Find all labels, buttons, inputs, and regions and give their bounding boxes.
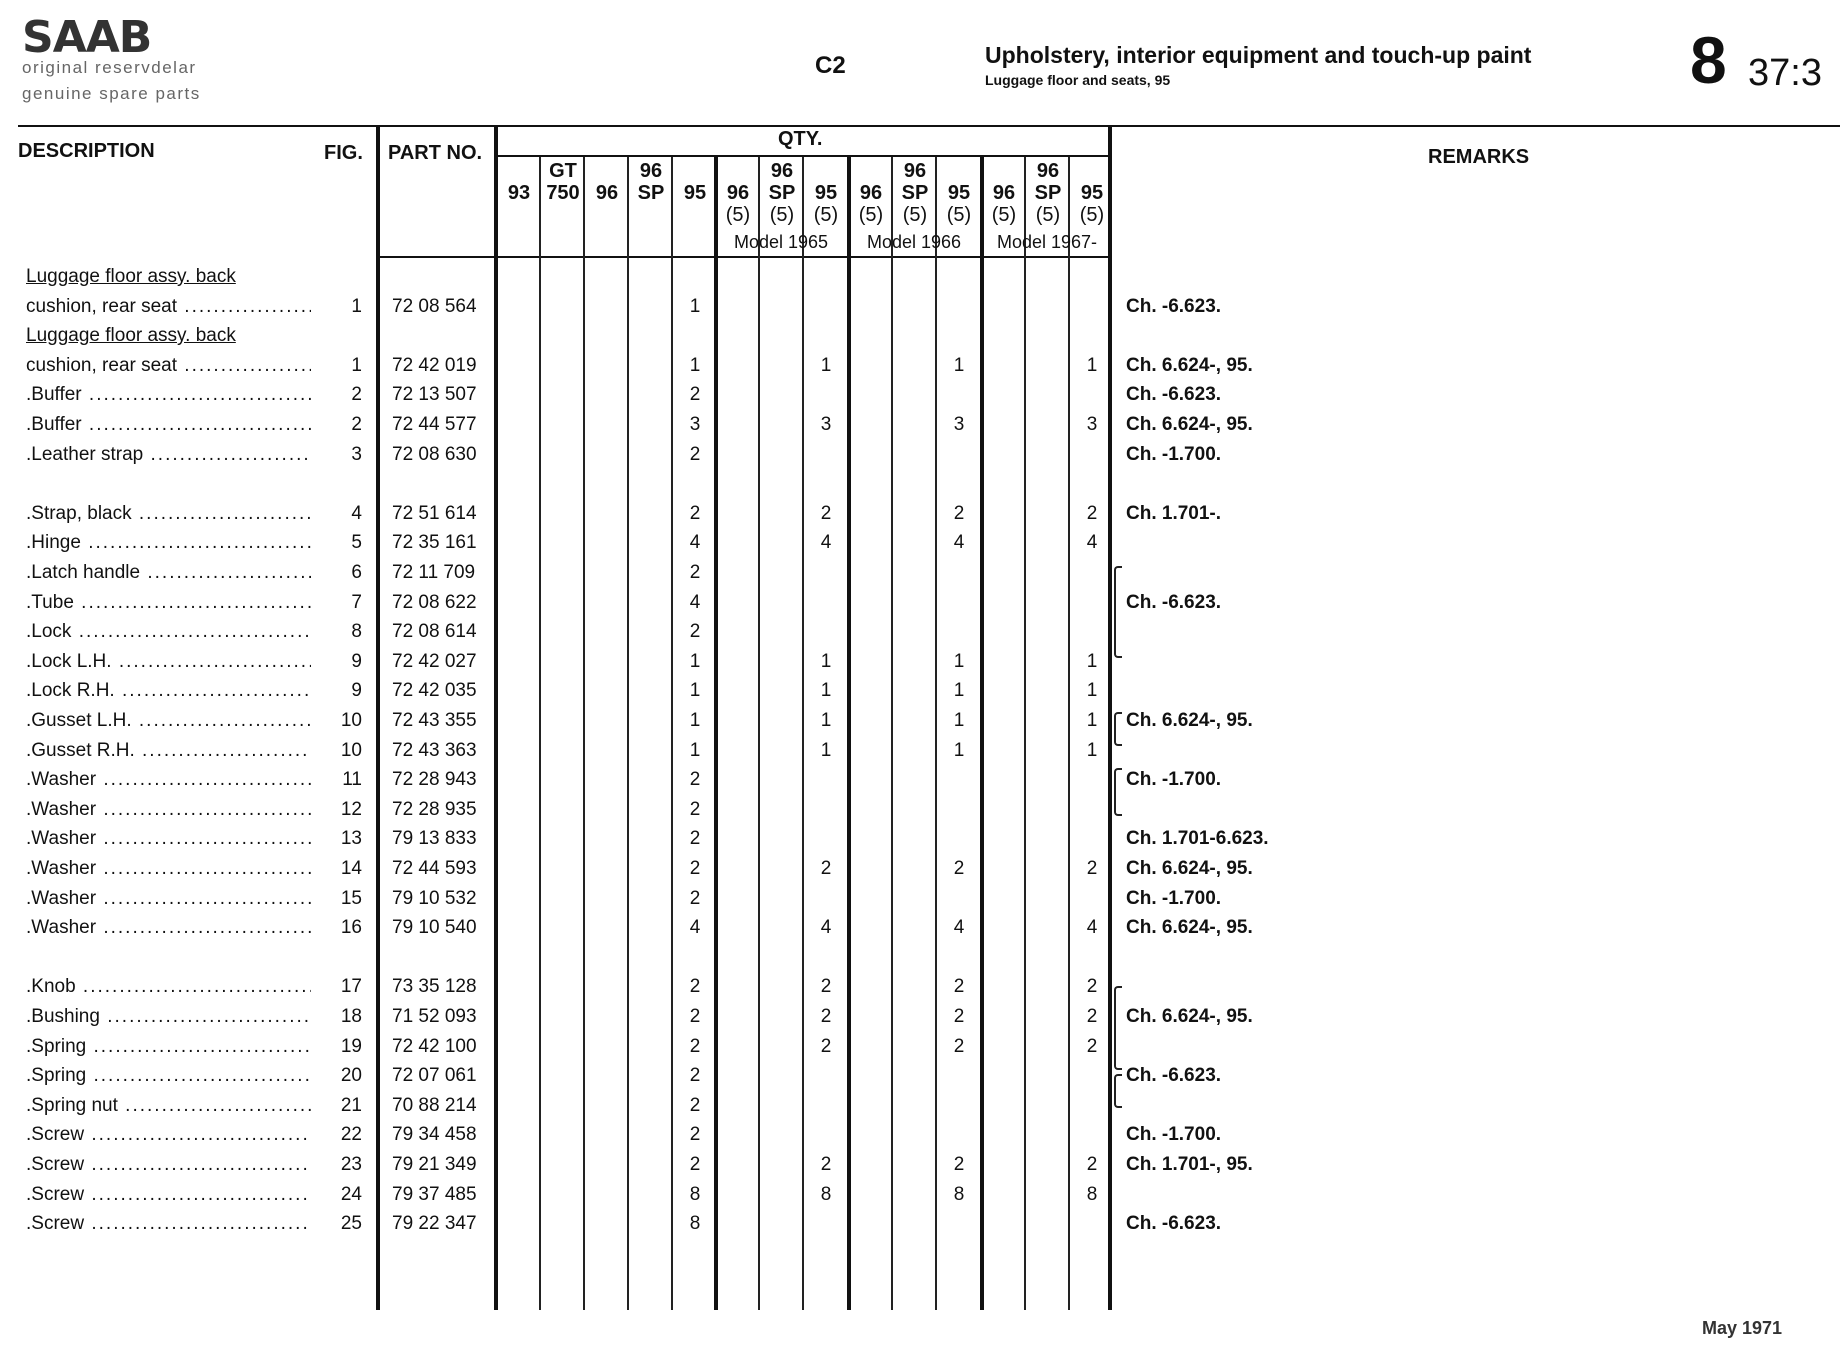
row-part-no: 79 22 347 <box>392 1213 477 1235</box>
qty-column-header: 96 (5) <box>991 182 1017 226</box>
row-qty: 2 <box>689 798 701 820</box>
qty-column-header: 96 (5) <box>858 182 884 226</box>
table-row <box>0 1184 1840 1213</box>
row-qty: 4 <box>689 532 701 554</box>
row-qty: 2 <box>689 769 701 791</box>
table-row <box>0 976 1840 1005</box>
row-description: .Lock ..... <box>26 621 311 643</box>
row-description: Luggage floor assy. back <box>26 325 236 347</box>
remark-brace <box>1114 1074 1122 1108</box>
row-fig: 18 <box>340 1006 362 1027</box>
row-part-no: 72 42 100 <box>392 1035 477 1057</box>
row-description: .Spring nut ..... <box>26 1095 311 1117</box>
row-description: .Spring ..... <box>26 1065 311 1087</box>
row-part-no: 79 37 485 <box>392 1183 477 1205</box>
qty-column-header: 95 (5) <box>946 182 972 226</box>
qty-column-header: 96 <box>595 182 619 204</box>
page-title: Upholstery, interior equipment and touch-up paint <box>985 42 1532 68</box>
row-description: .Strap, black ..... <box>26 503 311 525</box>
row-fig: 6 <box>351 562 362 583</box>
row-remark: Ch. 6.624-, 95. <box>1126 1006 1253 1027</box>
row-fig: 17 <box>340 976 362 998</box>
table-row <box>0 651 1840 680</box>
row-part-no: 72 42 027 <box>392 650 477 672</box>
remark-brace <box>1114 768 1122 816</box>
logo-subtitle-2: genuine spare parts <box>22 84 201 103</box>
row-fig: 1 <box>351 295 362 317</box>
row-qty: 2 <box>820 858 832 879</box>
table-row <box>0 296 1840 325</box>
row-fig: 4 <box>351 502 362 524</box>
row-qty: 2 <box>953 1006 965 1027</box>
table-row <box>0 740 1840 769</box>
table-row <box>0 1065 1840 1094</box>
row-part-no: 79 21 349 <box>392 1154 477 1175</box>
row-qty: 1 <box>953 650 965 672</box>
row-qty: 1 <box>820 739 832 761</box>
row-description: .Buffer ..... <box>26 414 311 436</box>
row-description: .Lock R.H. ..... <box>26 680 311 702</box>
row-part-no: 79 10 540 <box>392 917 477 939</box>
row-qty: 2 <box>1086 858 1098 879</box>
row-qty: 1 <box>820 650 832 672</box>
row-qty: 1 <box>1086 739 1098 761</box>
table-row <box>0 710 1840 739</box>
row-qty: 2 <box>689 1035 701 1057</box>
qty-column-header: 96 SP (5) <box>901 160 929 226</box>
row-qty: 1 <box>689 710 701 731</box>
row-qty: 2 <box>820 1154 832 1175</box>
row-fig: 2 <box>351 414 362 435</box>
row-qty: 2 <box>953 858 965 879</box>
row-qty: 3 <box>1086 414 1098 435</box>
row-description: .Washer ..... <box>26 888 311 910</box>
row-qty: 4 <box>689 917 701 939</box>
page-number-main: 8 <box>1690 23 1727 97</box>
row-fig: 22 <box>340 1124 362 1146</box>
row-remark: Ch. -1.700. <box>1126 1124 1222 1146</box>
row-part-no: 72 51 614 <box>392 502 477 524</box>
row-fig: 13 <box>340 828 362 850</box>
row-description: .Washer ..... <box>26 858 311 880</box>
table-row <box>0 858 1840 887</box>
table-row <box>0 414 1840 443</box>
row-qty: 2 <box>820 502 832 524</box>
qty-column-header: 95 (5) <box>813 182 839 226</box>
table-row <box>0 266 1840 295</box>
row-part-no: 72 08 630 <box>392 443 477 465</box>
row-fig: 1 <box>351 354 362 376</box>
row-description: .Gusset R.H. ..... <box>26 740 311 762</box>
page-subtitle: Luggage floor and seats, 95 <box>985 72 1171 88</box>
row-qty: 8 <box>820 1183 832 1205</box>
table-row <box>0 1154 1840 1183</box>
row-qty: 1 <box>689 680 701 702</box>
row-description: .Screw ..... <box>26 1154 311 1176</box>
row-part-no: 72 44 593 <box>392 858 477 879</box>
table-row <box>0 384 1840 413</box>
table-row <box>0 562 1840 591</box>
row-qty: 4 <box>953 917 965 939</box>
row-qty: 2 <box>1086 1154 1098 1175</box>
row-qty: 2 <box>689 1094 701 1116</box>
row-fig: 10 <box>340 710 362 731</box>
qty-column-header: 96 (5) <box>725 182 751 226</box>
row-description: .Washer ..... <box>26 799 311 821</box>
section-code: C2 <box>815 52 846 79</box>
row-fig: 3 <box>351 443 362 465</box>
row-description: .Lock L.H. ..... <box>26 651 311 673</box>
table-row <box>0 1124 1840 1153</box>
qty-column-header: 96 SP (5) <box>768 160 796 226</box>
row-qty: 8 <box>689 1183 701 1205</box>
row-remark: Ch. -6.623. <box>1126 295 1222 317</box>
row-fig: 2 <box>351 384 362 406</box>
row-description: .Screw ..... <box>26 1213 311 1235</box>
row-fig: 20 <box>340 1065 362 1087</box>
row-fig: 11 <box>342 769 362 791</box>
row-remark: Ch. -1.700. <box>1126 443 1222 465</box>
table-row <box>0 828 1840 857</box>
table-row <box>0 1036 1840 1065</box>
row-remark: Ch. -1.700. <box>1126 887 1222 909</box>
row-remark: Ch. -6.623. <box>1126 591 1222 613</box>
row-fig: 25 <box>340 1213 362 1235</box>
table-row <box>0 532 1840 561</box>
row-description: .Gusset L.H. ..... <box>26 710 311 732</box>
row-part-no: 79 34 458 <box>392 1124 477 1146</box>
row-remark: Ch. -6.623. <box>1126 384 1222 406</box>
row-description: .Hinge ..... <box>26 532 311 554</box>
row-qty: 2 <box>953 502 965 524</box>
row-qty: 2 <box>689 502 701 524</box>
col-fig: FIG. <box>324 142 363 164</box>
row-remark: Ch. 6.624-, 95. <box>1126 710 1253 731</box>
row-qty: 2 <box>689 828 701 850</box>
table-row <box>0 592 1840 621</box>
row-qty: 2 <box>1086 976 1098 998</box>
row-part-no: 79 10 532 <box>392 887 477 909</box>
row-qty: 2 <box>1086 502 1098 524</box>
row-part-no: 72 43 363 <box>392 739 477 761</box>
qty-column-header: 96 SP <box>637 160 665 204</box>
logo-subtitle-1: original reservdelar <box>22 58 197 77</box>
row-qty: 2 <box>820 1035 832 1057</box>
row-description: .Washer ..... <box>26 917 311 939</box>
row-fig: 16 <box>340 917 362 939</box>
model-1966: Model 1966 <box>866 232 962 252</box>
row-qty: 3 <box>953 414 965 435</box>
row-remark: Ch. -6.623. <box>1126 1065 1222 1087</box>
row-description: .Latch handle ..... <box>26 562 311 584</box>
table-row <box>0 444 1840 473</box>
model-1965: Model 1965 <box>733 232 829 252</box>
row-qty: 1 <box>689 650 701 672</box>
row-qty: 2 <box>689 858 701 879</box>
row-qty: 1 <box>689 295 701 317</box>
row-qty: 8 <box>689 1213 701 1235</box>
table-row <box>0 1213 1840 1242</box>
row-qty: 2 <box>689 976 701 998</box>
row-fig: 12 <box>340 798 362 820</box>
row-description: .Knob ..... <box>26 976 311 998</box>
table-row <box>0 680 1840 709</box>
row-part-no: 72 08 564 <box>392 295 477 317</box>
row-remark: Ch. 1.701-6.623. <box>1126 828 1269 850</box>
row-qty: 1 <box>820 710 832 731</box>
table-row <box>0 799 1840 828</box>
qty-column-header: GT 750 <box>546 160 580 204</box>
row-qty: 3 <box>820 414 832 435</box>
col-part-no: PART NO. <box>388 142 483 164</box>
row-part-no: 72 42 035 <box>392 680 477 702</box>
row-qty: 2 <box>689 621 701 643</box>
qty-column-header: 95 <box>683 182 707 204</box>
row-qty: 2 <box>1086 1035 1098 1057</box>
row-qty: 1 <box>1086 710 1098 731</box>
table-row <box>0 325 1840 354</box>
row-qty: 2 <box>820 976 832 998</box>
row-qty: 1 <box>953 710 965 731</box>
row-part-no: 72 08 614 <box>392 621 477 643</box>
table-row <box>0 888 1840 917</box>
row-remark: Ch. 6.624-, 95. <box>1126 354 1253 376</box>
row-description: .Bushing ..... <box>26 1006 311 1028</box>
row-part-no: 71 52 093 <box>392 1006 477 1027</box>
row-qty: 4 <box>953 532 965 554</box>
row-fig: 15 <box>340 887 362 909</box>
row-qty: 1 <box>689 739 701 761</box>
top-rule <box>18 125 1840 127</box>
row-description: cushion, rear seat ..... <box>26 296 311 318</box>
row-part-no: 79 13 833 <box>392 828 477 850</box>
row-fig: 9 <box>351 680 362 702</box>
row-qty: 1 <box>1086 680 1098 702</box>
saab-logo: SAAB <box>22 12 152 63</box>
row-part-no: 72 28 935 <box>392 798 477 820</box>
row-qty: 4 <box>820 532 832 554</box>
row-remark: Ch. -6.623. <box>1126 1213 1222 1235</box>
row-qty: 2 <box>953 976 965 998</box>
row-part-no: 70 88 214 <box>392 1094 477 1116</box>
row-description: .Tube ..... <box>26 592 311 614</box>
row-remark: Ch. -1.700. <box>1126 769 1222 791</box>
footer-date: May 1971 <box>1702 1318 1783 1338</box>
row-part-no: 72 44 577 <box>392 414 477 435</box>
row-qty: 8 <box>953 1183 965 1205</box>
row-remark: Ch. 6.624-, 95. <box>1126 858 1253 879</box>
row-description: .Washer ..... <box>26 828 311 850</box>
row-qty: 1 <box>1086 354 1098 376</box>
row-qty: 1 <box>689 354 701 376</box>
col-remarks: REMARKS <box>1428 146 1530 168</box>
row-description: .Buffer ..... <box>26 384 311 406</box>
row-qty: 2 <box>689 562 701 583</box>
row-fig: 7 <box>351 591 362 613</box>
row-fig: 21 <box>340 1094 362 1116</box>
remark-brace <box>1114 712 1122 746</box>
row-qty: 2 <box>689 1154 701 1175</box>
row-qty: 4 <box>1086 917 1098 939</box>
row-part-no: 72 35 161 <box>392 532 477 554</box>
row-remark: Ch. 6.624-, 95. <box>1126 414 1253 435</box>
row-part-no: 72 08 622 <box>392 591 477 613</box>
col-description: DESCRIPTION <box>18 140 155 162</box>
row-fig: 9 <box>351 650 362 672</box>
row-qty: 1 <box>953 680 965 702</box>
row-qty: 2 <box>689 1124 701 1146</box>
row-qty: 2 <box>689 443 701 465</box>
row-part-no: 72 42 019 <box>392 354 477 376</box>
row-description: cushion, rear seat ..... <box>26 355 311 377</box>
row-fig: 8 <box>351 621 362 643</box>
row-qty: 4 <box>820 917 832 939</box>
qty-column-header: 95 (5) <box>1079 182 1105 226</box>
col-qty: QTY. <box>778 128 823 150</box>
row-fig: 5 <box>351 532 362 554</box>
table-row <box>0 621 1840 650</box>
row-qty: 1 <box>953 354 965 376</box>
table-row <box>0 503 1840 532</box>
row-description: .Spring ..... <box>26 1036 311 1058</box>
row-fig: 24 <box>340 1183 362 1205</box>
row-remark: Ch. 6.624-, 95. <box>1126 917 1253 939</box>
model-1967: Model 1967- <box>996 232 1098 252</box>
row-qty: 4 <box>1086 532 1098 554</box>
table-row <box>0 917 1840 946</box>
row-part-no: 72 28 943 <box>392 769 477 791</box>
row-qty: 1 <box>820 680 832 702</box>
row-fig: 14 <box>340 858 362 879</box>
row-qty: 2 <box>1086 1006 1098 1027</box>
row-qty: 8 <box>1086 1183 1098 1205</box>
row-qty: 1 <box>820 354 832 376</box>
row-qty: 2 <box>820 1006 832 1027</box>
row-description: .Washer ..... <box>26 769 311 791</box>
row-remark: Ch. 1.701-, 95. <box>1126 1154 1253 1175</box>
row-fig: 10 <box>340 739 362 761</box>
qty-column-header: 96 SP (5) <box>1034 160 1062 226</box>
row-qty: 2 <box>953 1035 965 1057</box>
row-qty: 1 <box>1086 650 1098 672</box>
row-description: .Leather strap ..... <box>26 444 311 466</box>
remark-brace <box>1114 986 1122 1070</box>
row-part-no: 72 43 355 <box>392 710 477 731</box>
row-qty: 2 <box>689 887 701 909</box>
row-fig: 19 <box>340 1035 362 1057</box>
row-part-no: 72 07 061 <box>392 1065 477 1087</box>
row-description: .Screw ..... <box>26 1124 311 1146</box>
qty-column-header: 93 <box>507 182 531 204</box>
row-description: .Screw ..... <box>26 1184 311 1206</box>
row-description: Luggage floor assy. back <box>26 266 236 287</box>
table-row <box>0 1006 1840 1035</box>
row-qty: 2 <box>689 1006 701 1027</box>
table-row <box>0 355 1840 384</box>
header-rule <box>376 256 1110 258</box>
row-qty: 1 <box>953 739 965 761</box>
row-remark: Ch. 1.701-. <box>1126 502 1222 524</box>
remark-brace <box>1114 566 1122 658</box>
table-row <box>0 769 1840 798</box>
row-qty: 2 <box>689 384 701 406</box>
row-qty: 3 <box>689 414 701 435</box>
page-number-sub: 37:3 <box>1748 52 1822 94</box>
row-qty: 4 <box>689 591 701 613</box>
row-part-no: 73 35 128 <box>392 976 477 998</box>
row-qty: 2 <box>953 1154 965 1175</box>
row-part-no: 72 13 507 <box>392 384 477 406</box>
row-part-no: 72 11 709 <box>392 562 476 583</box>
row-qty: 2 <box>689 1065 701 1087</box>
table-row <box>0 1095 1840 1124</box>
row-fig: 23 <box>340 1154 362 1175</box>
